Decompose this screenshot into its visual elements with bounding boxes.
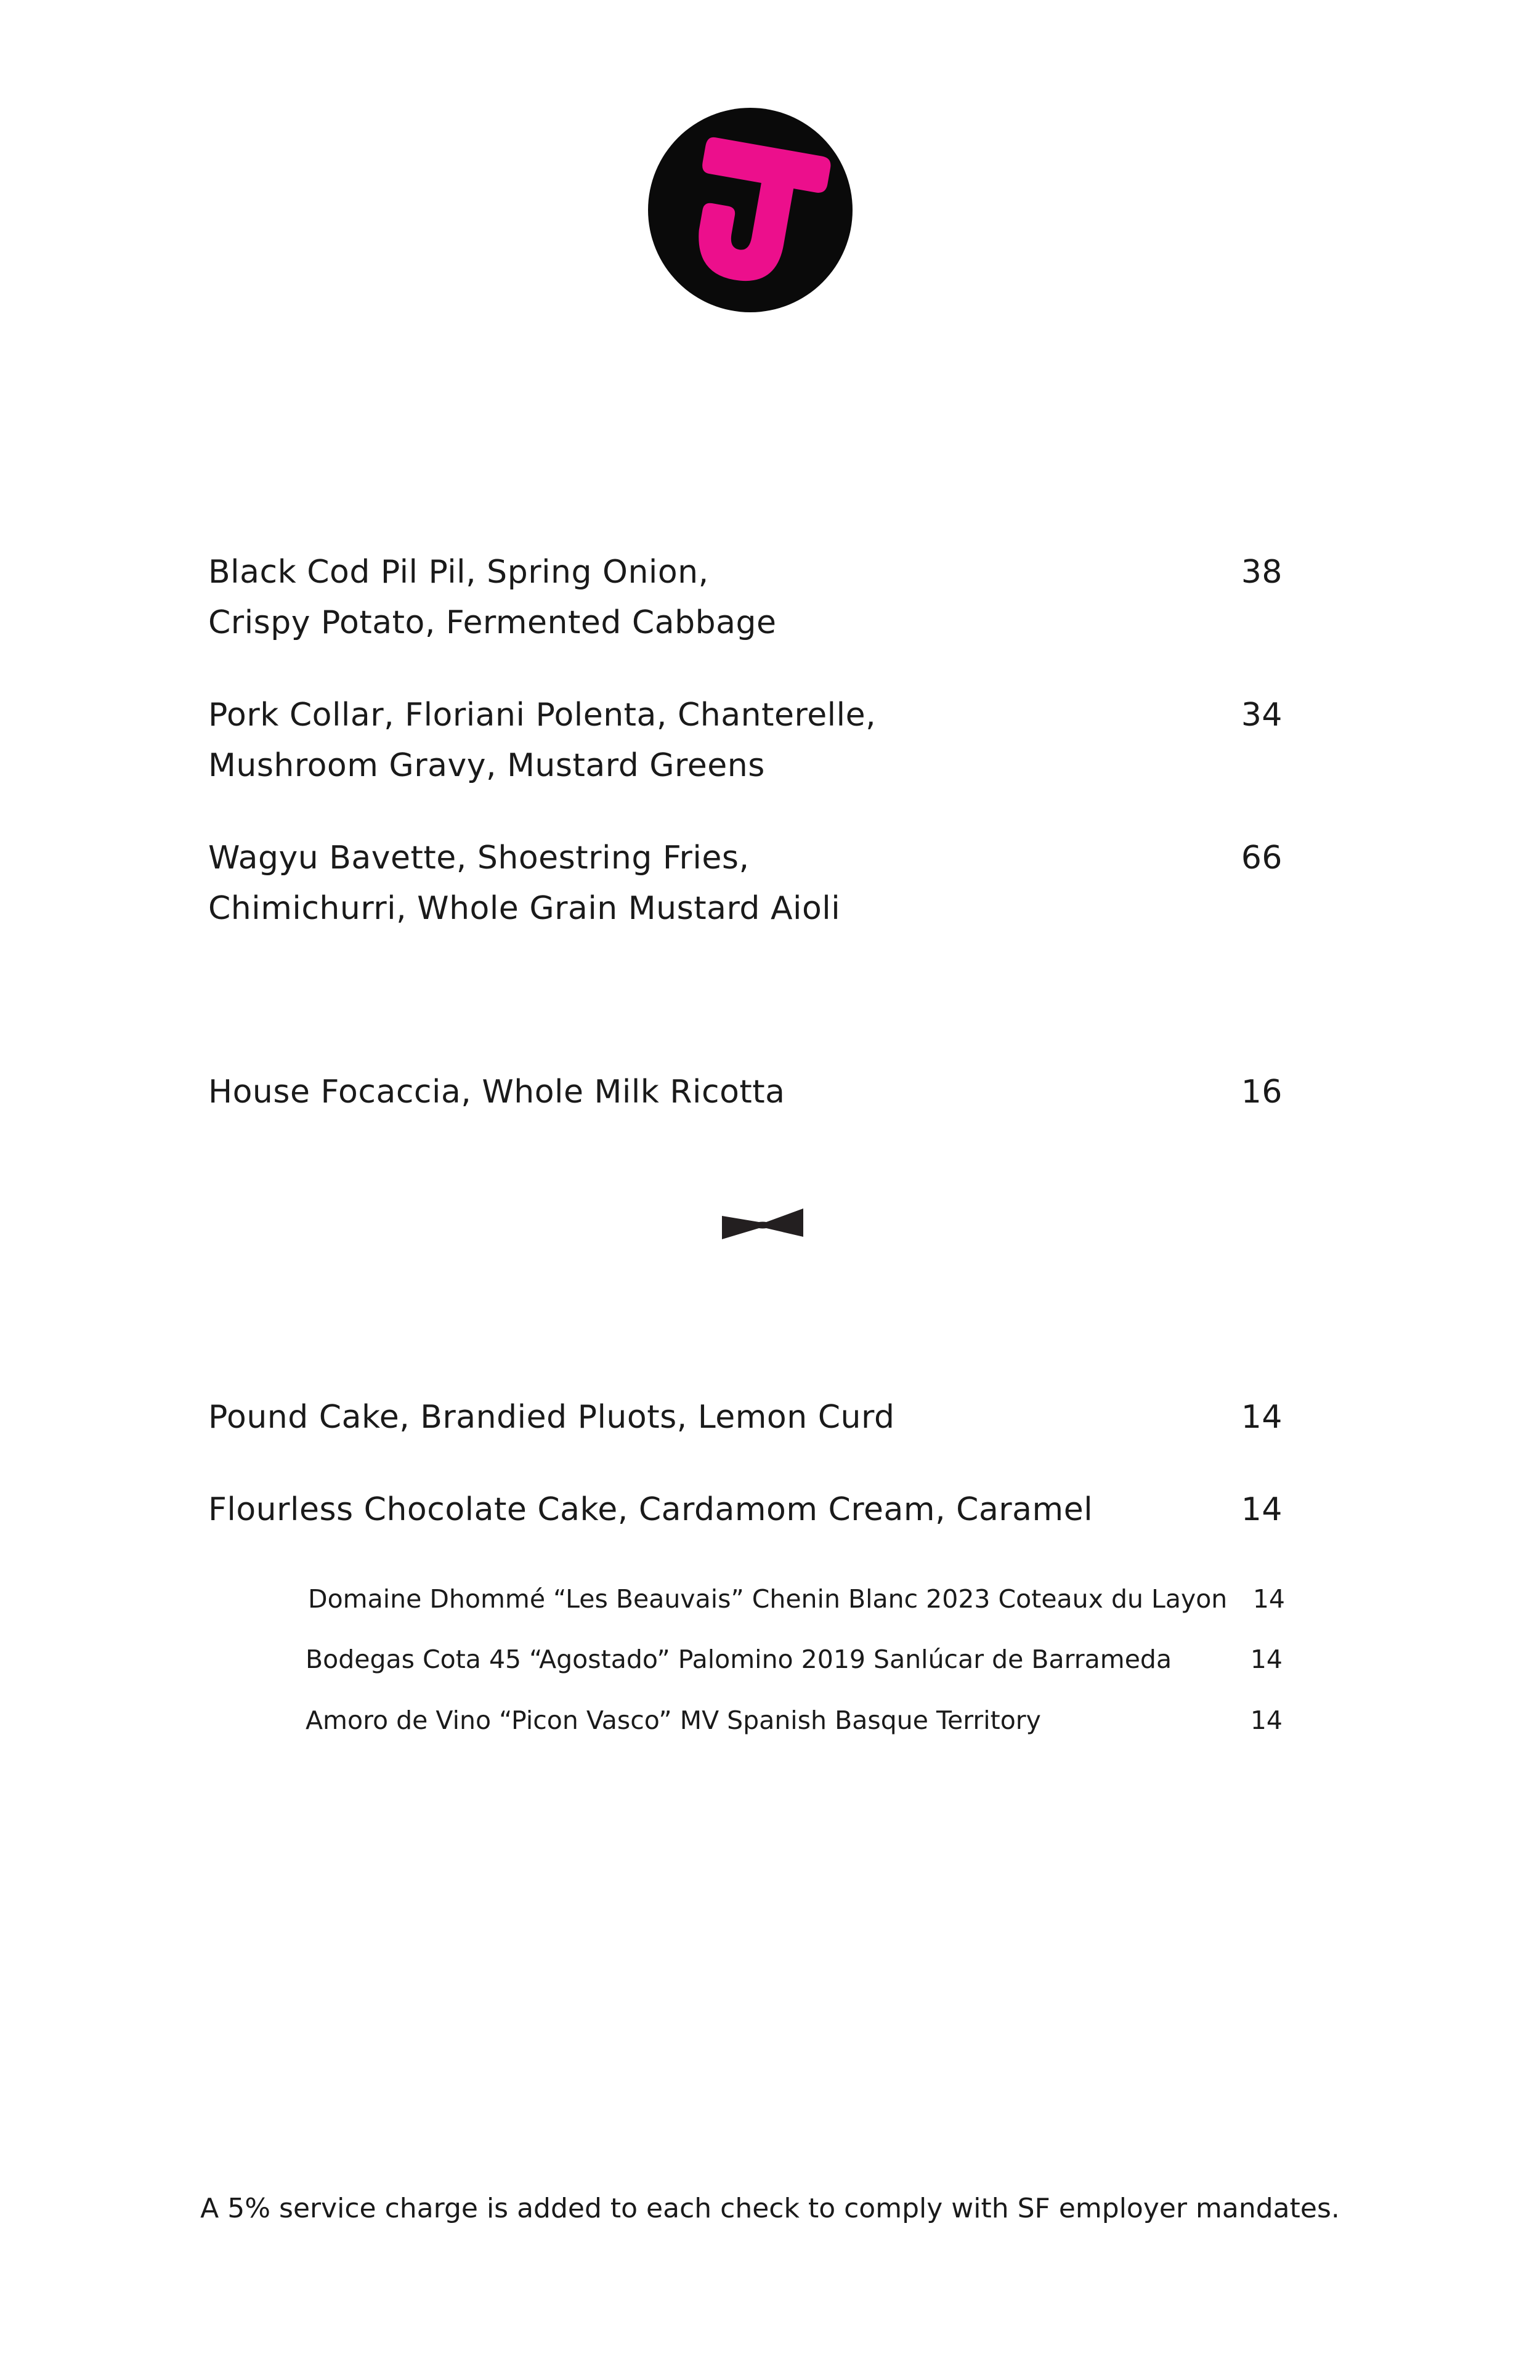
menu-item-name: Black Cod Pil Pil, Spring Onion, Crispy Potato, Fermented Cabbage: [208, 554, 777, 641]
bowtie-graphic: [721, 1207, 804, 1241]
j-logo-icon: [648, 108, 853, 312]
dessert-wine-amoro: [306, 1702, 1283, 1739]
menu-item-price: 66: [1241, 840, 1283, 876]
menu-item-name: Pound Cake, Brandied Pluots, Lemon Curd: [208, 1399, 895, 1436]
menu-item-name: Pork Collar, Floriani Polenta, Chanterelle, Mushroom Gravy, Mustard Greens: [208, 697, 877, 784]
menu-item-price: 34: [1241, 697, 1283, 734]
menu-item-house-focaccia: [208, 1067, 1283, 1117]
menu-item-price: 14: [1241, 1491, 1283, 1528]
menu-item-name: Flourless Chocolate Cake, Cardamom Cream, Caramel: [208, 1491, 1093, 1528]
dessert-wine-dhomme: [308, 1581, 1285, 1617]
dessert-wine-name: Domaine Dhommé “Les Beauvais” Chenin Blanc 2023 Coteaux du Layon: [308, 1584, 1228, 1614]
menu-item-wagyu-bavette: [208, 833, 1283, 934]
menu-item-price: 14: [1241, 1399, 1283, 1436]
dessert-wine-price: 14: [1252, 1584, 1285, 1614]
menu-item-price: 38: [1241, 554, 1283, 591]
menu-item-name: House Focaccia, Whole Milk Ricotta: [208, 1074, 785, 1111]
menu-item-pound-cake: [208, 1392, 1283, 1443]
dessert-wine-price: 14: [1250, 1706, 1283, 1735]
dessert-wine-cota-45: [306, 1641, 1283, 1678]
service-charge-note: A 5% service charge is added to each check to comply with SF employer mandates.: [200, 2193, 1340, 2224]
menu-item-name: Wagyu Bavette, Shoestring Fries, Chimichurri, Whole Grain Mustard Aioli: [208, 840, 841, 927]
menu-item-black-cod: [208, 547, 1283, 648]
menu-item-chocolate-cake: [208, 1484, 1283, 1535]
bowtie-icon: [721, 1207, 804, 1241]
menu-item-pork-collar: [208, 690, 1283, 791]
dessert-wine-name: Bodegas Cota 45 “Agostado” Palomino 2019 Sanlúcar de Barrameda: [306, 1645, 1172, 1674]
menu-item-price: 16: [1241, 1074, 1283, 1111]
j-logo-graphic: [648, 108, 853, 312]
dessert-wine-name: Amoro de Vino “Picon Vasco” MV Spanish Basque Territory: [306, 1706, 1041, 1735]
dessert-wine-price: 14: [1250, 1645, 1283, 1674]
